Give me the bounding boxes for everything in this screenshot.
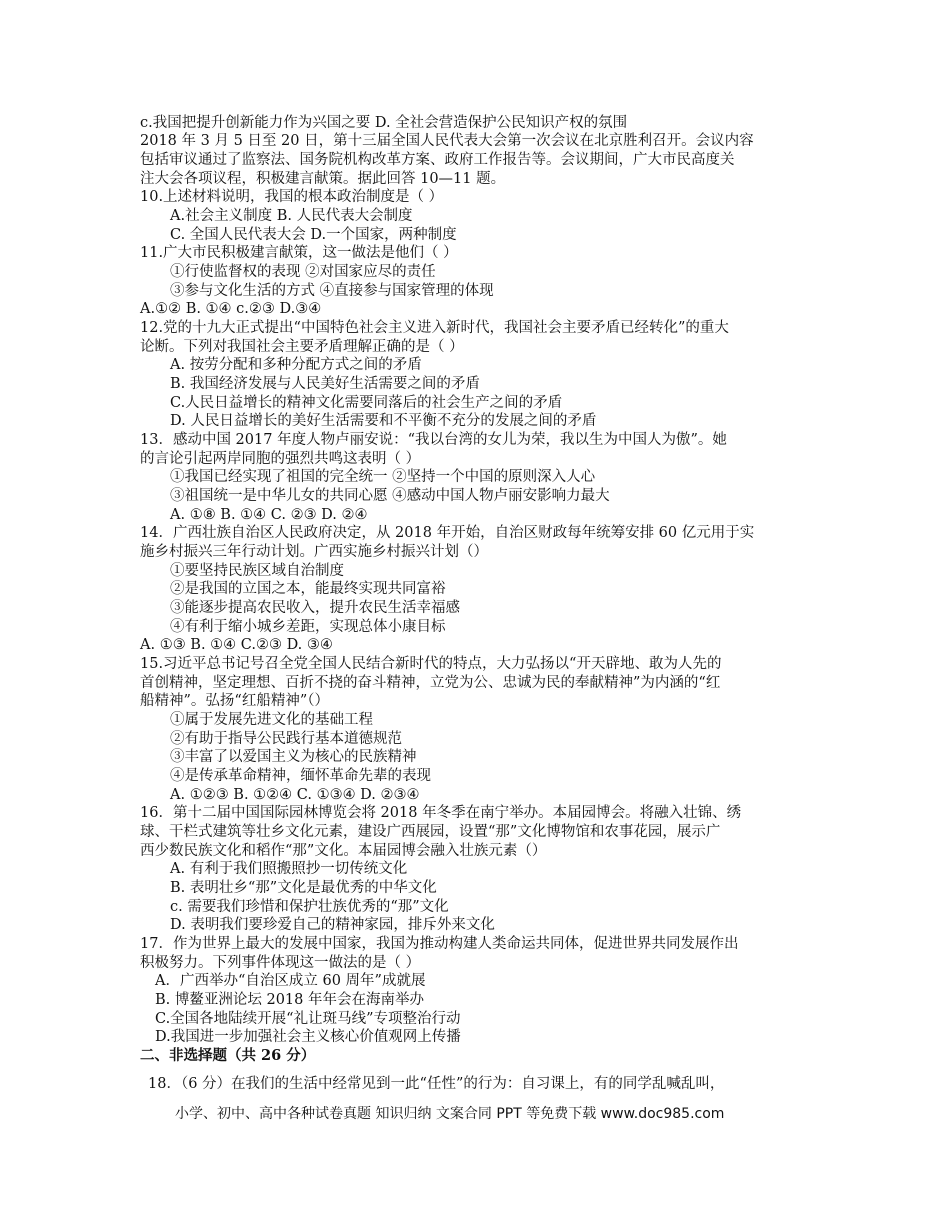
option-line: ①行使监督权的表现 ②对国家应尽的责任 (170, 264, 436, 280)
question-10: 10.上述材料说明，我国的根本政治制度是（ ） (140, 189, 444, 205)
option-line: ③参与文化生活的方式 ④直接参与国家管理的体现 (170, 283, 494, 299)
option-line: ④有利于缩小城乡差距，实现总体小康目标 (170, 619, 446, 635)
question-15: 15.习近平总书记号召全党全国人民结合新时代的特点，大力弘扬以“开天辟地、敢为人先的 (140, 656, 722, 672)
text-line: 施乡村振兴三年行动计划。广西实施乡村振兴计划（） (140, 544, 488, 560)
option-line: ②有助于指导公民践行基本道德规范 (170, 731, 402, 747)
option-line: C.全国各地陆续开展“礼让斑马线”专项整治行动 (155, 1011, 461, 1027)
text-line: c.我国把提升创新能力作为兴国之要 D. 全社会营造保护公民知识产权的氛围 (140, 115, 628, 131)
option-line: A．广西举办“自治区成立 60 周年”成就展 (155, 973, 426, 989)
option-line: B. 表明壮乡“那”文化是最优秀的中华文化 (170, 880, 437, 896)
question-13: 13．感动中国 2017 年度人物卢丽安说：“我以台湾的女儿为荣，我以生为中国人为傲”。她 (140, 432, 727, 448)
question-14: 14．广西壮族自治区人民政府决定，从 2018 年开始，自治区财政每年统筹安排 60 亿元用于实 (140, 525, 755, 541)
option-line: c. 需要我们珍惜和保护壮族优秀的“那”文化 (170, 899, 449, 915)
question-11: 11.广大市民积极建言献策，这一做法是他们（ ） (140, 245, 458, 261)
text-line: 船精神”。弘扬“红船精神”（） (140, 693, 329, 709)
text-line: 积极努力。下列事件体现这一做法的是（ ） (140, 955, 421, 971)
footer-link-text: 小学、初中、高中各种试卷真题 知识归纳 文案合同 PPT 等免费下载 www.doc985.com (175, 1106, 725, 1122)
text-line: 首创精神，坚定理想、百折不挠的奋斗精神，立党为公、忠诚为民的奉献精神”为内涵的“红 (140, 675, 721, 691)
option-line: B. 博鳌亚洲论坛 2018 年年会在海南举办 (155, 992, 424, 1008)
question-17: 17．作为世界上最大的发展中国家，我国为推动构建人类命运共同体，促进世界共同发展作出 (140, 936, 739, 952)
option-line: ③丰富了以爱国主义为核心的民族精神 (170, 749, 417, 765)
question-18: 18．（6 分）在我们的生活中经常见到一此“任性”的行为：自习课上，有的同学乱喊乱叫， (148, 1076, 725, 1092)
option-line: ②是我国的立国之本，能最终实现共同富裕 (170, 581, 446, 597)
option-line: ①要坚持民族区域自治制度 (170, 563, 344, 579)
answer-options: A. ①⑧ B. ①④ C. ②③ D. ②④ (170, 507, 368, 523)
option-line: ④是传承革命精神，缅怀革命先辈的表现 (170, 768, 431, 784)
question-12: 12.党的十九大正式提出“中国特色社会主义进入新时代，我国社会主要矛盾已经转化”的重大 (140, 320, 729, 336)
option-line: D. 人民日益增长的美好生活需要和不平衡不充分的发展之间的矛盾 (170, 413, 597, 429)
option-line: D.我国进一步加强社会主义核心价值观网上传播 (155, 1029, 461, 1045)
text-line: 论断。下列对我国社会主要矛盾理解正确的是（ ） (140, 339, 464, 355)
option-line: D. 表明我们要珍爱自己的精神家园，排斥外来文化 (170, 917, 495, 933)
section-heading: 二、非选择题（共 26 分） (140, 1047, 316, 1064)
answer-options: A. ①③ B. ①④ C.②③ D. ③④ (140, 637, 333, 653)
question-16: 16．第十二届中国国际园林博览会将 2018 年冬季在南宁举办。本届园博会。将融入壮锦、绣 (140, 805, 742, 821)
text-line: 球、干栏式建筑等壮乡文化元素，建设广西展园，设置“那”文化博物馆和农事花园，展示广 (140, 824, 721, 840)
option-line: ①属于发展先进文化的基础工程 (170, 712, 373, 728)
text-line: 西少数民族文化和稻作“那”文化。本届园博会融入壮族元素（） (140, 843, 547, 859)
option-line: B. 我国经济发展与人民美好生活需要之间的矛盾 (170, 376, 480, 392)
option-line: C.人民日益增长的精神文化需要同落后的社会生产之间的矛盾 (170, 395, 563, 411)
option-line: A.社会主义制度 B. 人民代表大会制度 (170, 208, 413, 224)
text-line: 注大会各项议程，积极建言献策。据此回答 10—11 题。 (140, 171, 506, 187)
option-line: ①我国已经实现了祖国的完全统一 ②坚持一个中国的原则深入人心 (170, 469, 596, 485)
text-line: 包括审议通过了监察法、国务院机构改革方案、政府工作报告等。会议期间，广大市民高度关 (140, 152, 735, 168)
answer-options: A.①② B. ①④ c.②③ D.③④ (140, 301, 322, 317)
option-line: ③能逐步提高农民收入，提升农民生活幸福感 (170, 600, 460, 616)
option-line: A. 按劳分配和多种分配方式之间的矛盾 (170, 357, 422, 373)
text-line: 2018 年 3 月 5 日至 20 日，第十三届全国人民代表大会第一次会议在北京胜利召开。会议内容 (140, 133, 754, 149)
option-line: A. 有利于我们照搬照抄一切传统文化 (170, 861, 408, 877)
option-line: ③祖国统一是中华儿女的共同心愿 ④感动中国人物卢丽安影响力最大 (170, 488, 610, 504)
answer-options: A. ①②③ B. ①②④ C. ①③④ D. ②③④ (170, 787, 420, 803)
option-line: C. 全国人民代表大会 D.一个国家，两种制度 (170, 227, 457, 243)
text-line: 的言论引起两岸同胞的强烈共鸣这表明（ ） (140, 451, 421, 467)
